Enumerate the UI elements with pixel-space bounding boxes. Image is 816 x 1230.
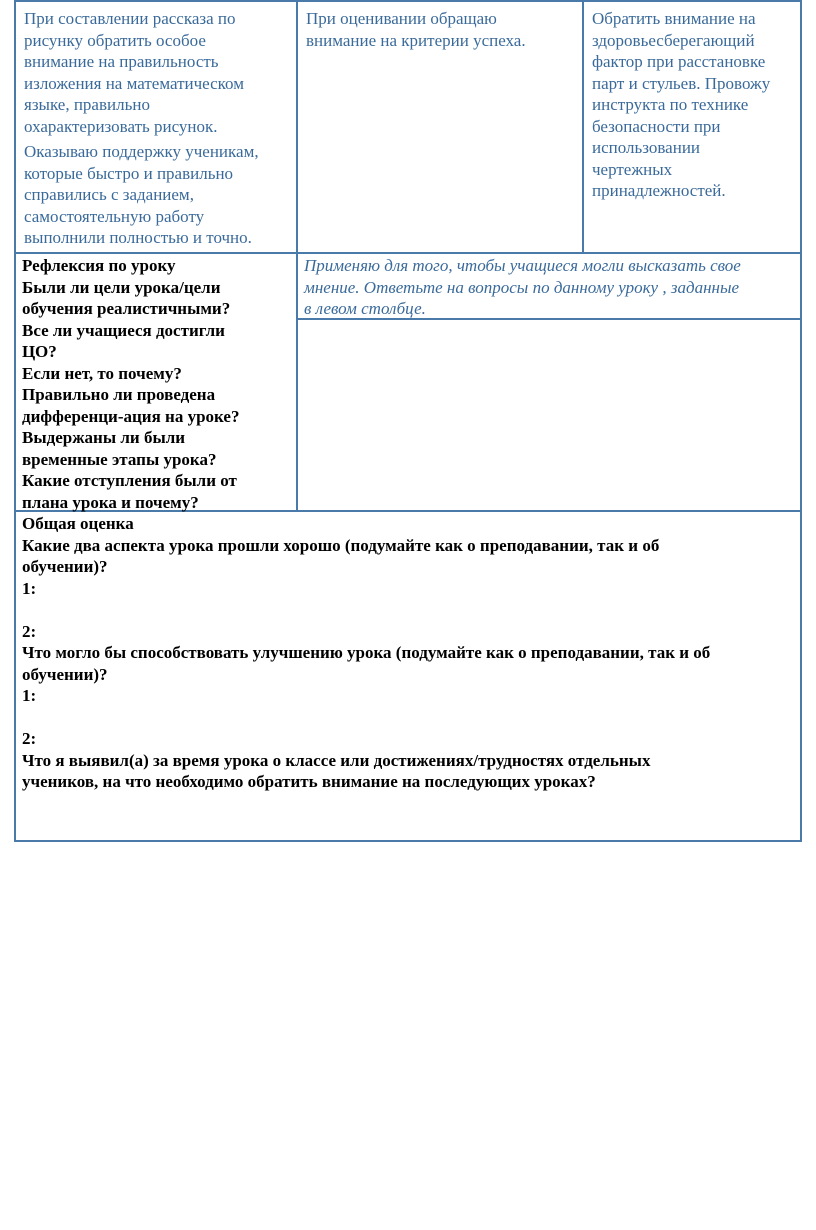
table-border-top (14, 0, 802, 2)
summary-q2-item-2: 2: (22, 729, 37, 748)
summary-q1-item-2: 2: (22, 621, 37, 641)
summary-q2-item-1: 1: (22, 686, 37, 705)
table-border-left (14, 0, 16, 842)
reflection-questions: Рефлексия по уроку Были ли цели урока/цели обучения реалистичными? Все ли учащиеся достигли ЦО? Если нет, то почему? Правильно ли проведена дифференци-ация на уроке? Выдержаны ли были временные этапы урока? Какие отступления были от плана урока и почему? (22, 256, 240, 512)
row1-col2-cell (306, 8, 580, 51)
row1-divider-1 (296, 0, 298, 252)
blank-line (22, 599, 798, 621)
summary-heading: Общая оценка (22, 514, 134, 533)
reflection-answer-area[interactable] (298, 320, 800, 510)
row1-col1-paragraph-2: Оказываю поддержку ученикам, которые быстро и правильно справились с заданием, самостоятельную работу выполнили полностью и точно. (24, 142, 259, 247)
table-border-right (800, 0, 802, 842)
row1-col1-paragraph-1: При составлении рассказа по рисунку обратить особое внимание на правильность изложения на математическом языке, правильно охарактеризовать рисунок. (24, 9, 244, 136)
row1-col3-paragraph: Обратить внимание на здоровьесберегающий фактор при расстановке парт и стульев. Провожу инструкта по технике безопасности при использовании чертежных принадлежностей. (592, 9, 771, 200)
row1-col2-paragraph: При оценивании обращаю внимание на критерии успеха. (306, 9, 526, 50)
row1-bottom-border (14, 252, 802, 254)
summary-question-3: Что я выявил(а) за время урока о классе или достижениях/трудностях отдельных учеников, на что необходимо обратить внимание на последующих уроках? (22, 750, 651, 791)
reflection-note: Применяю для того, чтобы учащиеся могли высказать свое мнение. Ответьте на вопросы по данному уроку , заданные в левом столбце. (304, 256, 741, 318)
summary-cell (22, 513, 798, 793)
table-border-bottom (14, 840, 802, 842)
reflection-questions-cell (22, 255, 296, 513)
row1-col3-cell (592, 8, 800, 202)
row1-divider-2 (582, 0, 584, 252)
summary-question-1: Какие два аспекта урока прошли хорошо (подумайте как о преподавании, так и об обучении)? (22, 535, 660, 576)
summary-question-2: Что могло бы способствовать улучшению урока (подумайте как о преподавании, так и об обучении)? (22, 643, 711, 684)
summary-q1-item-1: 1: (22, 578, 37, 598)
row1-col1-cell (24, 8, 296, 249)
lesson-plan-table (14, 0, 802, 842)
blank-line (22, 707, 798, 729)
reflection-note-cell (304, 255, 800, 320)
